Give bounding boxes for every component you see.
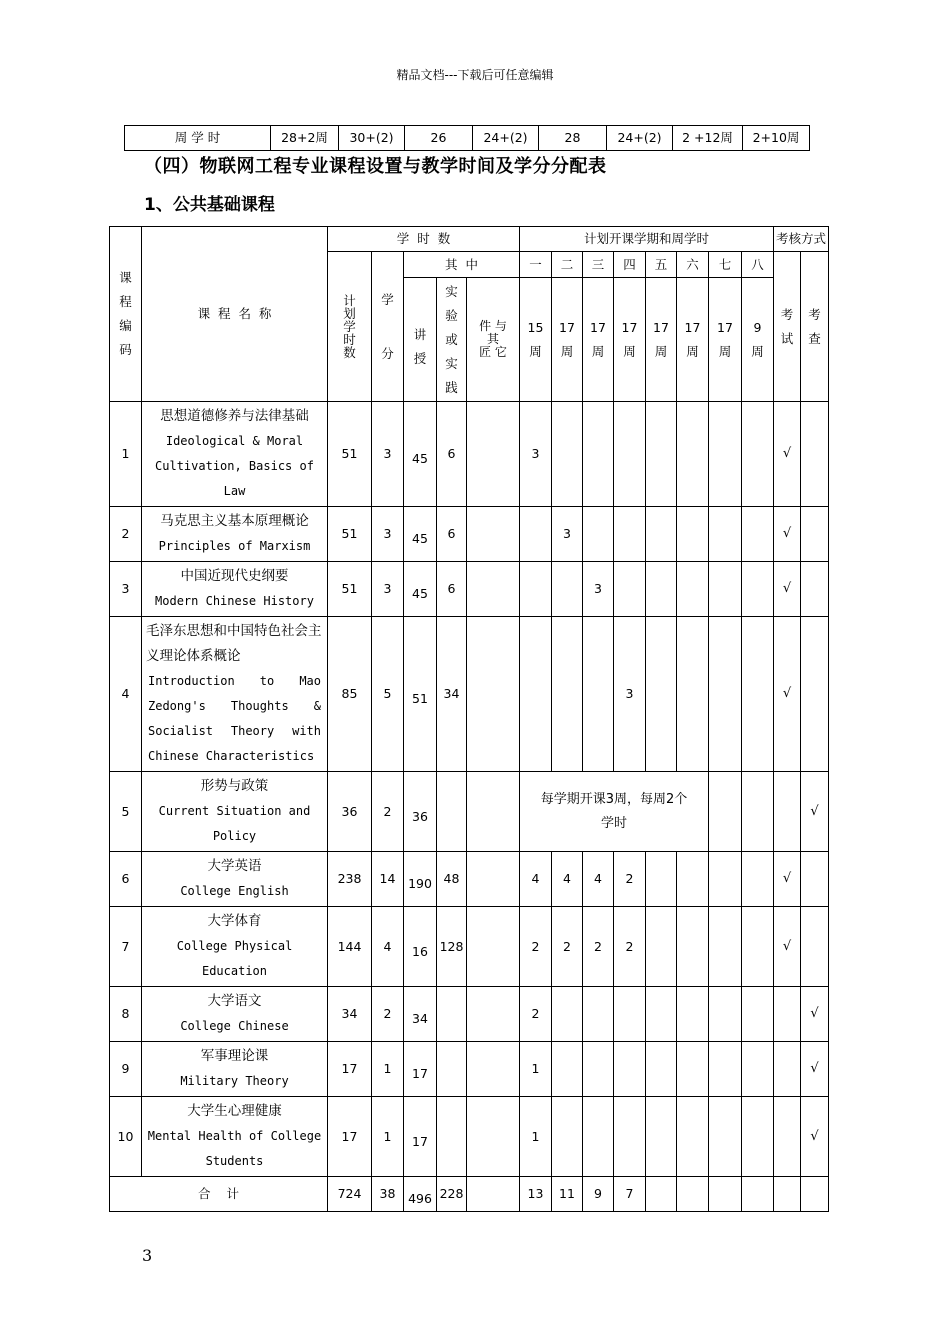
course-name-cn: 军事理论课 <box>200 1048 269 1064</box>
course-name-en: Chinese Characteristics <box>148 749 315 763</box>
semester-hours: 4 <box>520 852 552 907</box>
course-name-en: Cultivation, Basics of <box>155 459 314 473</box>
semester-hours: 3 <box>552 507 583 562</box>
section-title: （四）物联网工程专业课程设置与教学时间及学分分配表 <box>144 156 607 177</box>
course-name <box>142 987 328 1042</box>
weeks-4: 17 周 <box>614 278 646 402</box>
lab-hours: 128 <box>437 907 467 987</box>
check-mark: √ <box>801 1097 829 1177</box>
semester-3: 三 <box>583 252 614 278</box>
credit: 3 <box>372 562 404 617</box>
course-name-cn: 思想道德修养与法律基础 <box>160 408 309 424</box>
weekly-hours-cell: 30+(2) <box>339 126 405 151</box>
course-name-en: Students <box>205 1154 264 1168</box>
course-code: 7 <box>110 907 142 987</box>
planned-hours: 51 <box>328 402 372 507</box>
weeks-1: 15 周 <box>520 278 552 402</box>
check-mark <box>801 852 829 907</box>
course-table <box>109 226 829 1212</box>
exam-mark: √ <box>774 402 801 507</box>
semester-hours <box>646 1097 677 1177</box>
course-code: 10 <box>110 1097 142 1177</box>
weeks-6: 17 周 <box>677 278 709 402</box>
table-row <box>110 507 829 562</box>
semester-hours <box>709 402 742 507</box>
table-row <box>110 562 829 617</box>
total-semester-hours <box>646 1177 677 1212</box>
semester-hours <box>646 617 677 772</box>
course-name-cn: 大学体育 <box>207 913 262 929</box>
credit: 5 <box>372 617 404 772</box>
total-semester-hours <box>709 1177 742 1212</box>
check-mark: √ <box>801 772 829 852</box>
semester-2: 二 <box>552 252 583 278</box>
lecture-hours: 45 <box>404 507 437 562</box>
credit: 14 <box>372 852 404 907</box>
total-credit: 38 <box>372 1177 404 1212</box>
semester-hours <box>646 987 677 1042</box>
semester-hours <box>646 562 677 617</box>
col-header-semester-plan: 计划开课学期和周学时 <box>520 227 774 252</box>
planned-hours: 17 <box>328 1042 372 1097</box>
semester-hours <box>709 1097 742 1177</box>
col-header-credit: 学 分 <box>372 252 404 402</box>
col-header-course-name: 课 程 名 称 <box>142 227 328 402</box>
other-hours <box>467 852 520 907</box>
semester-hours <box>614 1042 646 1097</box>
other-hours <box>467 1097 520 1177</box>
course-name-en: Policy <box>212 829 257 843</box>
course-code: 4 <box>110 617 142 772</box>
col-header-exam: 考 试 <box>774 252 801 402</box>
course-name-en: Zedong's Thoughts & <box>148 699 321 713</box>
course-name-en: Mental Health of College <box>147 1129 322 1143</box>
semester-hours <box>677 617 709 772</box>
lecture-hours: 36 <box>404 772 437 852</box>
semester-hours <box>583 1097 614 1177</box>
weeks-3: 17 周 <box>583 278 614 402</box>
lecture-hours: 190 <box>404 852 437 907</box>
lab-hours <box>437 987 467 1042</box>
col-header-check: 考 查 <box>801 252 829 402</box>
exam-mark: √ <box>774 507 801 562</box>
course-name-cn: 大学英语 <box>207 858 262 874</box>
weeks-2: 17 周 <box>552 278 583 402</box>
exam-mark: √ <box>774 852 801 907</box>
semester-hours: 2 <box>614 852 646 907</box>
table-row <box>110 402 829 507</box>
total-check <box>801 1177 829 1212</box>
semester-hours <box>614 562 646 617</box>
other-hours <box>467 617 520 772</box>
check-mark <box>801 907 829 987</box>
credit: 3 <box>372 402 404 507</box>
semester-hours <box>677 402 709 507</box>
other-hours <box>467 987 520 1042</box>
semester-hours <box>742 402 774 507</box>
col-header-code: 课 程 编 码 <box>110 227 142 402</box>
semester-hours <box>709 507 742 562</box>
planned-hours: 144 <box>328 907 372 987</box>
semester-hours <box>677 507 709 562</box>
course-code: 8 <box>110 987 142 1042</box>
semester-hours <box>677 1042 709 1097</box>
course-code: 1 <box>110 402 142 507</box>
table-row <box>110 907 829 987</box>
check-mark <box>801 562 829 617</box>
semester-hours: 3 <box>520 402 552 507</box>
semester-hours <box>709 562 742 617</box>
lecture-hours: 45 <box>404 402 437 507</box>
weekly-hours-row <box>125 126 810 151</box>
semester-hours <box>742 1097 774 1177</box>
course-name-en: Ideological & Moral <box>165 434 304 448</box>
course-name <box>142 1097 328 1177</box>
semester-hours <box>709 1042 742 1097</box>
check-mark <box>801 617 829 772</box>
exam-mark <box>774 772 801 852</box>
course-name-en: Military Theory <box>180 1074 289 1088</box>
semester-hours <box>552 1042 583 1097</box>
semester-hours: 2 <box>614 907 646 987</box>
semester-hours <box>677 562 709 617</box>
course-name-en: Law <box>223 484 246 498</box>
course-name <box>142 772 328 852</box>
semester-hours <box>742 507 774 562</box>
weeks-8: 9 周 <box>742 278 774 402</box>
semester-hours <box>583 1042 614 1097</box>
table-row <box>110 617 829 772</box>
semester-hours <box>709 907 742 987</box>
course-name-cn: 中国近现代史纲要 <box>180 568 289 584</box>
course-name <box>142 562 328 617</box>
course-name-en: College Physical <box>176 939 293 953</box>
exam-mark: √ <box>774 907 801 987</box>
semester-hours <box>552 562 583 617</box>
semester-hours <box>583 402 614 507</box>
semester-hours <box>552 987 583 1042</box>
course-code: 2 <box>110 507 142 562</box>
semester-hours <box>552 617 583 772</box>
semester-hours <box>646 402 677 507</box>
credit: 4 <box>372 907 404 987</box>
lab-hours <box>437 1042 467 1097</box>
total-label: 合 计 <box>110 1177 328 1212</box>
credit: 3 <box>372 507 404 562</box>
semester-hours <box>742 617 774 772</box>
semester-1: 一 <box>520 252 552 278</box>
semester-hours <box>614 987 646 1042</box>
check-mark: √ <box>801 1042 829 1097</box>
lab-hours: 6 <box>437 562 467 617</box>
weeks-7: 17 周 <box>709 278 742 402</box>
total-lecture: 496 <box>404 1177 437 1212</box>
course-name-en: Current Situation and <box>158 804 311 818</box>
planned-hours: 51 <box>328 562 372 617</box>
credit: 2 <box>372 772 404 852</box>
weeks-5: 17 周 <box>646 278 677 402</box>
planned-hours: 17 <box>328 1097 372 1177</box>
lecture-hours: 51 <box>404 617 437 772</box>
weekly-hours-cell: 2 +12周 <box>673 126 743 151</box>
credit: 1 <box>372 1042 404 1097</box>
semester-hours <box>552 402 583 507</box>
semester-hours: 2 <box>520 987 552 1042</box>
semester-hours: 1 <box>520 1042 552 1097</box>
semester-hours <box>646 507 677 562</box>
course-name <box>142 507 328 562</box>
course-name-en: Modern Chinese History <box>155 594 314 608</box>
lecture-hours: 17 <box>404 1097 437 1177</box>
semester-hours: 1 <box>520 1097 552 1177</box>
semester-hours <box>646 907 677 987</box>
semester-hours <box>583 507 614 562</box>
total-semester-hours: 11 <box>552 1177 583 1212</box>
semester-hours <box>677 907 709 987</box>
lecture-hours: 16 <box>404 907 437 987</box>
semester-hours <box>742 1042 774 1097</box>
table-row <box>110 1097 829 1177</box>
course-name-cn: 形势与政策 <box>200 778 269 794</box>
course-name <box>142 1042 328 1097</box>
course-code: 5 <box>110 772 142 852</box>
lab-hours: 48 <box>437 852 467 907</box>
total-semester-hours: 9 <box>583 1177 614 1212</box>
lab-hours <box>437 772 467 852</box>
semester-hours <box>520 562 552 617</box>
semester-hours: 2 <box>520 907 552 987</box>
planned-hours: 238 <box>328 852 372 907</box>
weekly-hours-cell: 24+(2) <box>607 126 673 151</box>
col-header-among: 其 中 <box>404 252 520 278</box>
weekly-hours-cell: 24+(2) <box>473 126 539 151</box>
course-name-en: Socialist Theory with <box>148 724 321 738</box>
weekly-hours-table <box>124 125 810 151</box>
semester-hours <box>742 907 774 987</box>
credit: 2 <box>372 987 404 1042</box>
semester-5: 五 <box>646 252 677 278</box>
table-row <box>110 852 829 907</box>
check-mark <box>801 402 829 507</box>
semester-hours <box>677 852 709 907</box>
page-number: 3 <box>142 1246 153 1265</box>
planned-hours: 34 <box>328 987 372 1042</box>
course-name-cn: 大学语文 <box>207 993 262 1009</box>
col-header-other: 件 与 其 匠 它 <box>467 278 520 402</box>
total-semester-hours: 13 <box>520 1177 552 1212</box>
semester-hours <box>614 402 646 507</box>
col-header-assessment: 考核方式 <box>774 227 829 252</box>
course-name-en: Principles of Marxism <box>158 539 311 553</box>
check-mark: √ <box>801 987 829 1042</box>
semester-7: 七 <box>709 252 742 278</box>
weekly-hours-cell: 28+2周 <box>271 126 339 151</box>
semester-hours: 3 <box>583 562 614 617</box>
semester-4: 四 <box>614 252 646 278</box>
semester-hours <box>709 852 742 907</box>
lecture-hours: 17 <box>404 1042 437 1097</box>
semester-hours: 2 <box>552 907 583 987</box>
check-mark <box>801 507 829 562</box>
other-hours <box>467 1042 520 1097</box>
exam-mark: √ <box>774 562 801 617</box>
other-hours <box>467 562 520 617</box>
credit: 1 <box>372 1097 404 1177</box>
semester-hours <box>583 987 614 1042</box>
semester-hours: 4 <box>583 852 614 907</box>
lecture-hours: 45 <box>404 562 437 617</box>
course-name <box>142 852 328 907</box>
col-header-hours-group: 学 时 数 <box>328 227 520 252</box>
semester-hours <box>646 852 677 907</box>
course-name-cn: 马克思主义基本原理概论 <box>160 513 309 529</box>
course-code: 6 <box>110 852 142 907</box>
exam-mark <box>774 987 801 1042</box>
semester-hours <box>583 617 614 772</box>
semester-hours: 2 <box>583 907 614 987</box>
total-semester-hours <box>677 1177 709 1212</box>
lecture-hours: 34 <box>404 987 437 1042</box>
semester-hours: 3 <box>614 617 646 772</box>
course-name <box>142 907 328 987</box>
total-exam <box>774 1177 801 1212</box>
semester-hours <box>742 562 774 617</box>
semester-hours <box>709 987 742 1042</box>
semester-hours <box>709 617 742 772</box>
other-hours <box>467 907 520 987</box>
lab-hours: 6 <box>437 507 467 562</box>
semester-hours <box>742 987 774 1042</box>
weekly-hours-cell: 28 <box>539 126 607 151</box>
course-code: 3 <box>110 562 142 617</box>
course-name-en: Education <box>201 964 268 978</box>
header-row-1 <box>110 227 829 252</box>
table-row <box>110 1042 829 1097</box>
exam-mark <box>774 1042 801 1097</box>
semester-hours: 4 <box>552 852 583 907</box>
semester-hours <box>614 1097 646 1177</box>
course-name <box>142 617 328 772</box>
lab-hours: 34 <box>437 617 467 772</box>
planned-hours: 36 <box>328 772 372 852</box>
semester-hours <box>646 1042 677 1097</box>
semester-note: 每学期开课3周，每周2个学时 <box>520 772 709 852</box>
lab-hours: 6 <box>437 402 467 507</box>
semester-hours <box>520 617 552 772</box>
other-hours <box>467 772 520 852</box>
subsection-title: 1、公共基础课程 <box>144 195 275 215</box>
semester-6: 六 <box>677 252 709 278</box>
total-row <box>110 1177 829 1212</box>
semester-hours <box>614 507 646 562</box>
other-hours <box>467 507 520 562</box>
semester-hours <box>677 987 709 1042</box>
page-header: 精品文档---下载后可任意编辑 <box>396 68 554 82</box>
total-lab: 228 <box>437 1177 467 1212</box>
course-name-cn: 毛泽东思想和中国特色社会主义理论体系概论 <box>146 623 322 664</box>
total-hours: 724 <box>328 1177 372 1212</box>
semester-hours <box>742 852 774 907</box>
table-row <box>110 987 829 1042</box>
weekly-hours-cell: 26 <box>405 126 473 151</box>
semester-hours <box>742 772 774 852</box>
total-semester-hours: 7 <box>614 1177 646 1212</box>
total-other <box>467 1177 520 1212</box>
col-header-lab: 实 验 或 实 践 <box>437 278 467 402</box>
course-name-en: College English <box>180 884 289 898</box>
col-header-lecture: 讲 授 <box>404 278 437 402</box>
other-hours <box>467 402 520 507</box>
course-code: 9 <box>110 1042 142 1097</box>
exam-mark <box>774 1097 801 1177</box>
course-name-cn: 大学生心理健康 <box>187 1103 282 1119</box>
course-name-en: College Chinese <box>180 1019 289 1033</box>
total-semester-hours <box>742 1177 774 1212</box>
weekly-hours-label: 周 学 时 <box>125 126 271 151</box>
semester-8: 八 <box>742 252 774 278</box>
semester-hours <box>677 1097 709 1177</box>
col-header-planned-hours: 计 划 学 时 数 <box>328 252 372 402</box>
semester-hours <box>552 1097 583 1177</box>
table-row <box>110 772 829 852</box>
planned-hours: 51 <box>328 507 372 562</box>
course-name <box>142 402 328 507</box>
semester-hours <box>520 507 552 562</box>
lab-hours <box>437 1097 467 1177</box>
exam-mark: √ <box>774 617 801 772</box>
course-name-en: Introduction to Mao <box>148 674 321 688</box>
planned-hours: 85 <box>328 617 372 772</box>
weekly-hours-cell: 2+10周 <box>743 126 810 151</box>
semester-hours <box>709 772 742 852</box>
